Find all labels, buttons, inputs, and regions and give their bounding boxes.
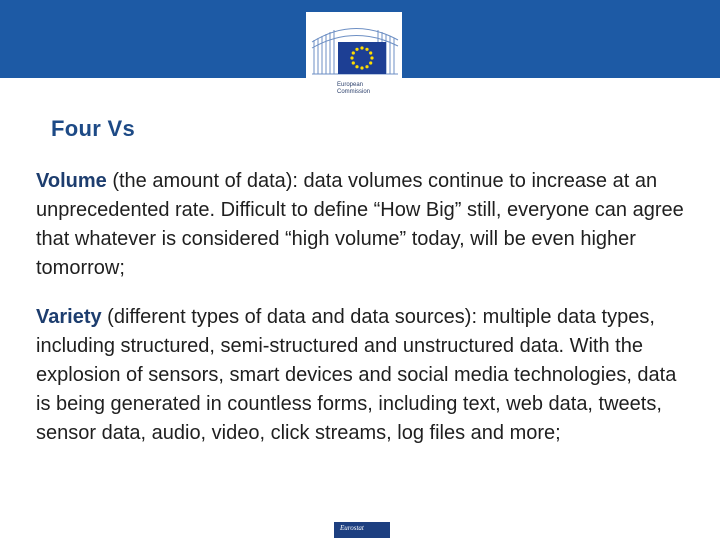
european-commission-logo xyxy=(306,12,402,104)
european-commission-building-icon xyxy=(306,12,402,82)
term-variety: Variety xyxy=(36,306,102,328)
bullet-variety xyxy=(36,303,686,448)
term-volume: Volume xyxy=(36,170,107,192)
text-volume: (the amount of data): data volumes continue to increase at an unprecedented rate. Difficult to define “How Big” still, everyone can agree that whatever is considered “high volume” today, will be even higher tomorrow; xyxy=(36,170,684,279)
eurostat-label: Eurostat xyxy=(340,524,364,532)
eurostat-badge xyxy=(334,522,390,538)
text-variety: (different types of data and data sources): multiple data types, including structured, semi-structured and unstructured data. With the explosion of sensors, smart devices and social media technologies, data is being generated in countless forms, including text, web data, tweets, sensor data, audio, video, click streams, log files and more; xyxy=(36,306,677,444)
slide-title: Four Vs xyxy=(51,116,135,141)
bullet-volume xyxy=(36,167,686,283)
logo-text xyxy=(337,82,399,96)
logo-line-2: Commission xyxy=(337,89,371,95)
logo-line-1: European xyxy=(337,82,364,88)
